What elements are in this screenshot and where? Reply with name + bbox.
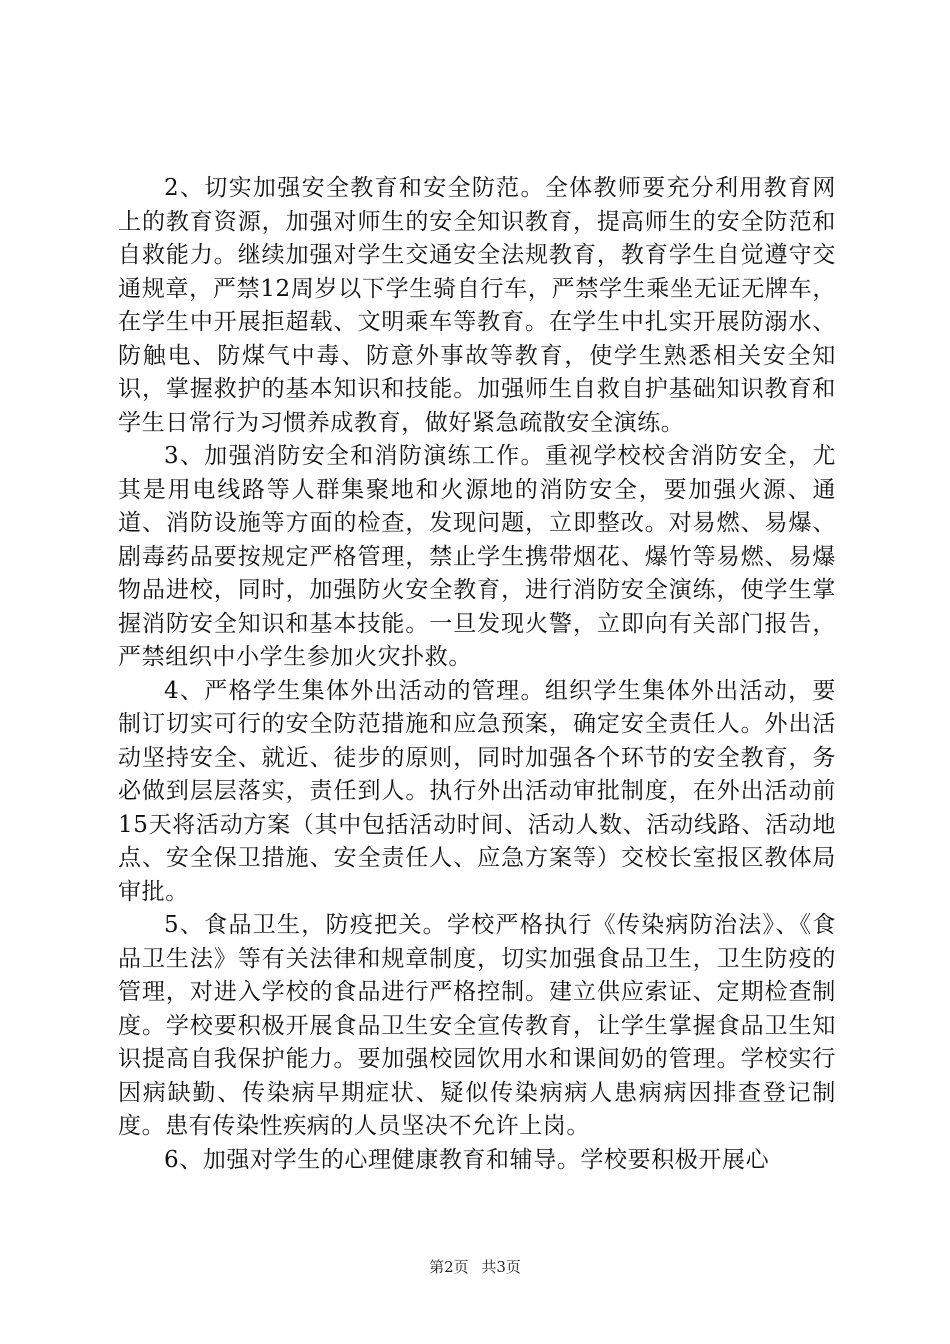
page-number: 第2页 — [429, 1258, 469, 1276]
total-pages: 共3页 — [481, 1258, 521, 1276]
document-body — [118, 172, 836, 1177]
paragraph-item-5: 5、食品卫生，防疫把关。学校严格执行《传染病防治法》、《食品卫生法》等有关法律和规章制度，切实加强食品卫生，卫生防疫的管理，对进入学校的食品进行严格控制。建立供应索证、定期检查制度。学校要积极开展食品卫生安全宣传教育，让学生掌握食品卫生知识提高自我保护能力。要加强校园饮用水和课间奶的管理。学校实行因病缺勤、传染病早期症状、疑似传染病病人患病病因排查登记制度。患有传染性疾病的人员坚决不允许上岗。 — [118, 912, 836, 1139]
paragraph-item-3: 3、加强消防安全和消防演练工作。重视学校校舍消防安全，尤其是用电线路等人群集聚地和火源地的消防安全，要加强火源、通道、消防设施等方面的检查，发现问题，立即整改。对易燃、易爆、剧毒药品要按规定严格管理，禁止学生携带烟花、爆竹等易燃、易爆物品进校，同时，加强防火安全教育，进行消防安全演练，使学生掌握消防安全知识和基本技能。一旦发现火警，立即向有关部门报告，严禁组织中小学生参加火灾扑救。 — [118, 443, 836, 670]
paragraph-item-4: 4、严格学生集体外出活动的管理。组织学生集体外出活动，要制订切实可行的安全防范措施和应急预案，确定安全责任人。外出活动坚持安全、就近、徒步的原则，同时加强各个环节的安全教育，务必做到层层落实，责任到人。执行外出活动审批制度，在外出活动前15天将活动方案（其中包括活动时间、活动人数、活动线路、活动地点、安全保卫措施、安全责任人、应急方案等）交校长室报区教体局审批。 — [118, 677, 836, 905]
paragraph-item-6: 6、加强对学生的心理健康教育和辅导。学校要积极开展心 — [164, 1146, 770, 1173]
paragraph-item-2: 2、切实加强安全教育和安全防范。全体教师要充分利用教育网上的教育资源，加强对师生的安全知识教育，提高师生的安全防范和自救能力。继续加强对学生交通安全法规教育，教育学生自觉遵守交通规章，严禁12周岁以下学生骑自行车，严禁学生乘坐无证无牌车，在学生中开展拒超载、文明乘车等教育。在学生中扎实开展防溺水、防触电、防煤气中毒、防意外事故等教育，使学生熟悉相关安全知识，掌握救护的基本知识和技能。加强师生自救自护基础知识教育和学生日常行为习惯养成教育，做好紧急疏散安全演练。 — [118, 175, 836, 436]
page-footer — [0, 1257, 950, 1277]
